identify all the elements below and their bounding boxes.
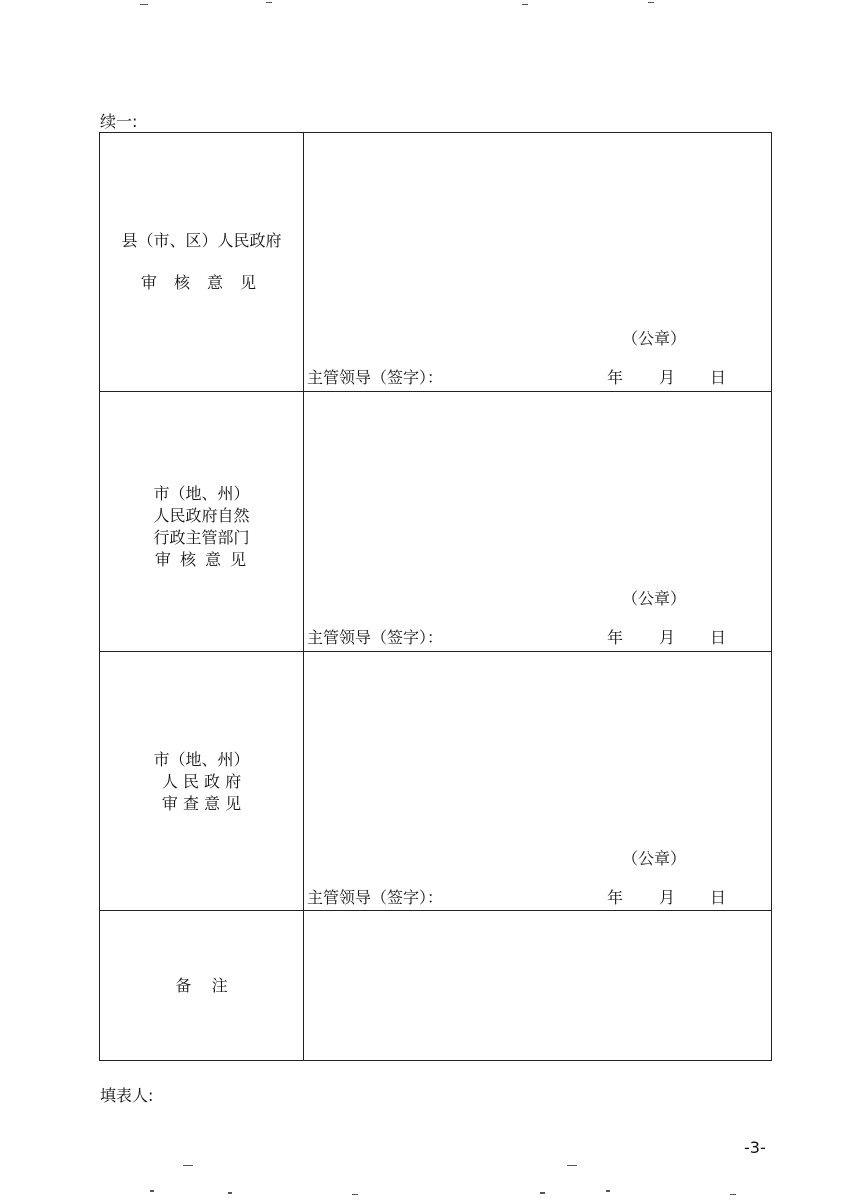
- approval-form-table: [99, 132, 772, 1061]
- page-number: -3-: [744, 1138, 766, 1157]
- city-nr-signer-label: 主管领导（签字）：: [307, 628, 444, 647]
- city-government-label-line-2: 人 民 政 府: [161, 772, 242, 791]
- scan-speck: [228, 1192, 232, 1194]
- city-natural-resources-label-line-1: 市（地、州）: [153, 484, 250, 503]
- city-nr-date-day: 日: [710, 628, 727, 647]
- city-natural-resources-label-line-4: 审 核 意 见: [154, 550, 249, 569]
- county-review-label-line-2: 审 核 意 见: [140, 273, 263, 292]
- city-natural-resources-label-cell: [100, 392, 304, 651]
- remarks-content-cell[interactable]: [304, 911, 771, 1060]
- city-natural-resources-review-row: [100, 392, 771, 652]
- city-gov-date-year: 年: [607, 888, 624, 907]
- county-date-month: 月: [659, 368, 676, 387]
- scan-speck: [183, 1165, 193, 1166]
- city-gov-date-day: 日: [710, 888, 727, 907]
- continued-label: 续一:: [100, 112, 138, 131]
- scan-speck: [522, 4, 528, 5]
- scan-speck: [606, 1190, 610, 1192]
- county-signer-label: 主管领导（签字）：: [307, 368, 444, 387]
- city-nr-date-month: 月: [659, 628, 676, 647]
- city-natural-resources-opinion-cell[interactable]: [304, 392, 771, 651]
- scan-speck: [730, 1194, 736, 1195]
- city-gov-signer-label: 主管领导（签字）：: [307, 888, 444, 907]
- filler-label: 填表人:: [100, 1086, 154, 1105]
- county-review-label-line-1: 县（市、区）人民政府: [121, 231, 282, 250]
- county-review-row: [100, 133, 771, 392]
- scan-speck: [648, 2, 654, 3]
- remarks-label-cell: [100, 911, 304, 1060]
- county-review-label-cell: [100, 133, 304, 391]
- county-date-year: 年: [607, 368, 624, 387]
- county-date-day: 日: [710, 368, 727, 387]
- city-government-review-row: [100, 652, 771, 911]
- city-government-label-line-3: 审 查 意 见: [161, 794, 242, 813]
- county-review-opinion-cell[interactable]: [304, 133, 771, 391]
- city-government-label-cell: [100, 652, 304, 910]
- city-natural-resources-label-line-2: 人民政府自然: [153, 506, 250, 525]
- city-nr-seal-label: （公章）: [622, 589, 687, 608]
- city-government-opinion-cell[interactable]: [304, 652, 771, 910]
- city-nr-date-year: 年: [607, 628, 624, 647]
- city-government-label-line-1: 市（地、州）: [153, 750, 250, 769]
- scan-speck: [140, 4, 148, 5]
- remarks-label: 备 注: [175, 976, 228, 995]
- scan-speck: [540, 1192, 545, 1194]
- scan-speck: [567, 1165, 577, 1166]
- county-seal-label: （公章）: [622, 329, 687, 348]
- scan-speck: [266, 2, 272, 3]
- remarks-row: [100, 911, 771, 1060]
- scan-speck: [352, 1194, 358, 1195]
- scan-speck: [150, 1190, 154, 1192]
- city-natural-resources-label-line-3: 行政主管部门: [153, 528, 250, 547]
- city-gov-date-month: 月: [659, 888, 676, 907]
- city-gov-seal-label: （公章）: [622, 849, 687, 868]
